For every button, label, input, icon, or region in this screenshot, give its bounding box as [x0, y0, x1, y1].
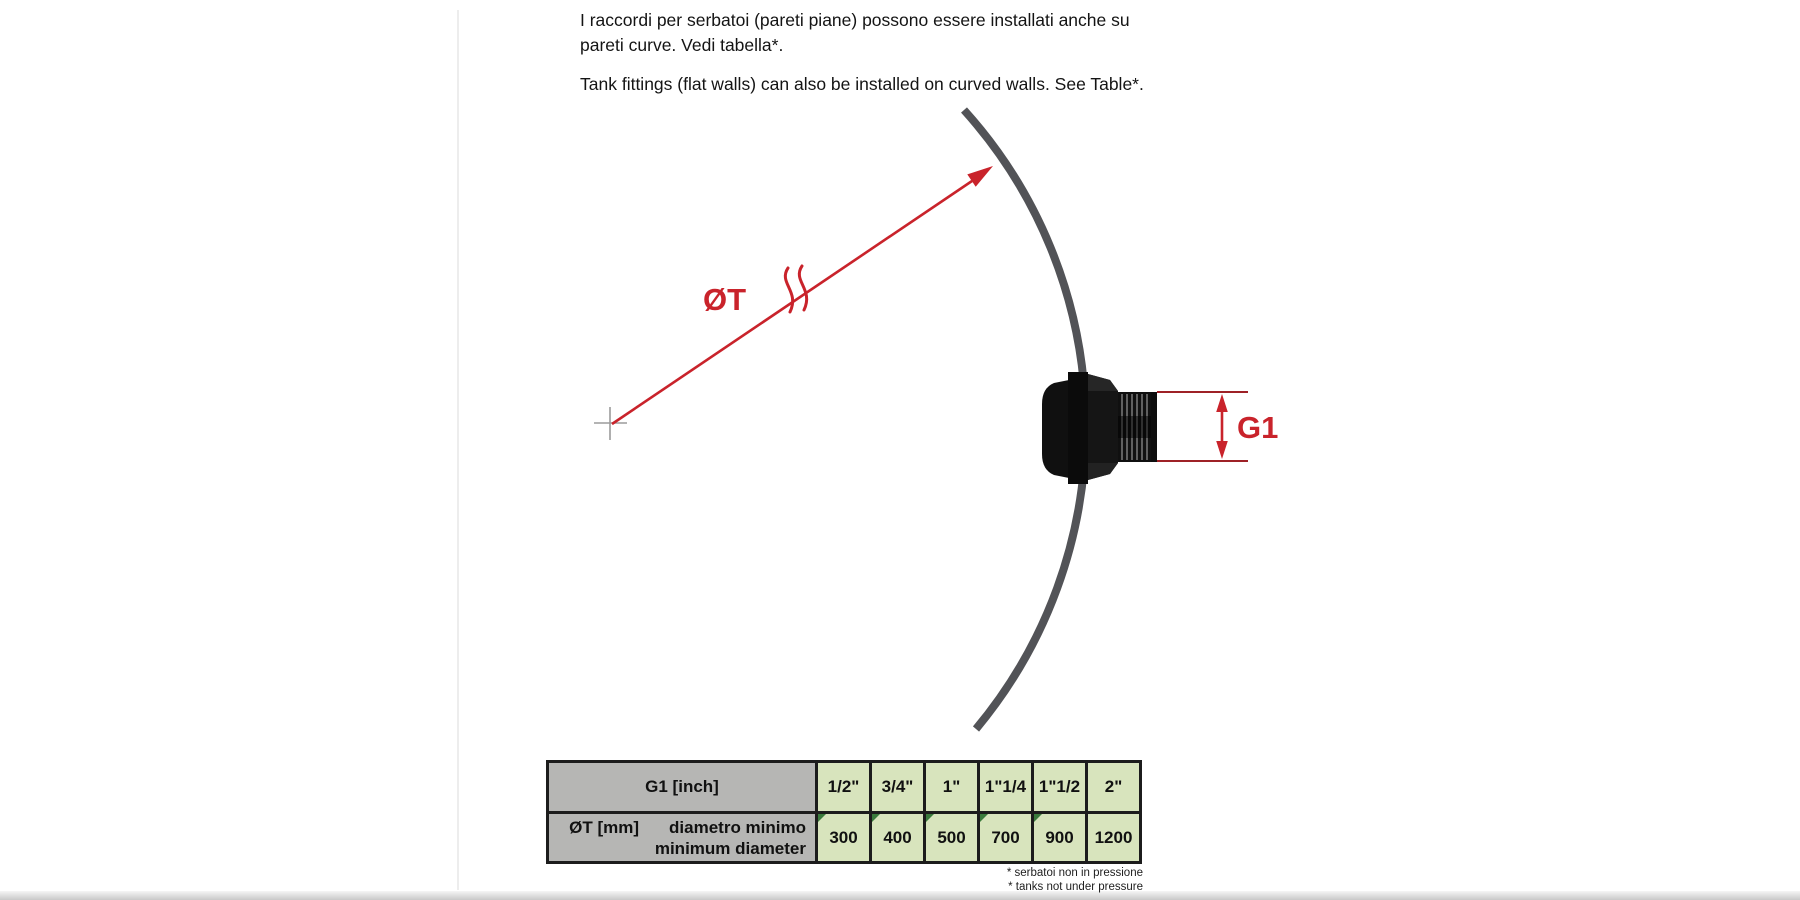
row-header-diameter [548, 813, 817, 863]
size-cell: 1"1/4 [979, 762, 1033, 813]
desc-italian: diametro minimo [669, 817, 806, 837]
center-mark-icon [594, 407, 627, 440]
unit-label: ØT [mm] [569, 817, 640, 837]
size-cell: 3/4" [871, 762, 925, 813]
comment-marker-icon [872, 814, 880, 822]
fitting-flange-rim [1068, 372, 1088, 484]
footnote-italian: * serbatoi non in pressione [1006, 867, 1143, 879]
size-cell: 1"1/2 [1033, 762, 1087, 813]
desc-english: minimum diameter [654, 838, 806, 858]
row-header-g1: G1 [inch] [548, 762, 817, 813]
intro-italian-line2: pareti curve. Vedi tabella*. [580, 35, 784, 55]
tank-fitting [1042, 372, 1157, 484]
diameter-cell [1033, 813, 1087, 863]
intro-italian-line1: I raccordi per serbatoi (pareti piane) possono essere installati anche su [580, 10, 1130, 30]
diameter-value: 700 [991, 827, 1020, 847]
footnotes [843, 866, 1143, 894]
radius-dimension [612, 166, 993, 424]
size-cell: 2" [1087, 762, 1141, 813]
table-row-diameters [548, 813, 1141, 863]
arrowhead-icon [1216, 441, 1228, 459]
footnote-english: * tanks not under pressure [1008, 881, 1143, 893]
radius-label: ØT [703, 282, 747, 317]
diameter-value: 500 [937, 827, 966, 847]
thread-size-dimension [1157, 392, 1278, 461]
comment-marker-icon [818, 814, 826, 822]
row-header-line1 [549, 817, 815, 838]
size-cell: 1" [925, 762, 979, 813]
comment-marker-icon [980, 814, 988, 822]
table-row-sizes [548, 762, 1141, 813]
diameter-cell [871, 813, 925, 863]
thread-end-cap [1151, 392, 1157, 462]
diameter-cell [925, 813, 979, 863]
hex-facet [1088, 463, 1118, 480]
hex-facet [1088, 374, 1118, 391]
dimensions-table [546, 760, 1142, 864]
installation-diagram [500, 90, 1330, 770]
intro-english: Tank fittings (flat walls) can also be installed on curved walls. See Table*. [580, 74, 1144, 94]
arrowhead-icon [967, 166, 993, 187]
scan-edge-artifact [457, 10, 459, 890]
diameter-value: 300 [829, 827, 858, 847]
size-cell: 1/2" [817, 762, 871, 813]
thread-shadow-band [1118, 416, 1154, 438]
diameter-cell [979, 813, 1033, 863]
intro-text [580, 8, 1144, 97]
diameter-cell [1087, 813, 1141, 863]
diameter-value: 1200 [1094, 827, 1133, 847]
comment-marker-icon [1034, 814, 1042, 822]
arrowhead-icon [1216, 394, 1228, 412]
thread-size-label: G1 [1237, 410, 1279, 445]
comment-marker-icon [926, 814, 934, 822]
intro-italian [580, 8, 1144, 58]
diameter-cell [817, 813, 871, 863]
diameter-value: 900 [1045, 827, 1074, 847]
diameter-value: 400 [883, 827, 912, 847]
